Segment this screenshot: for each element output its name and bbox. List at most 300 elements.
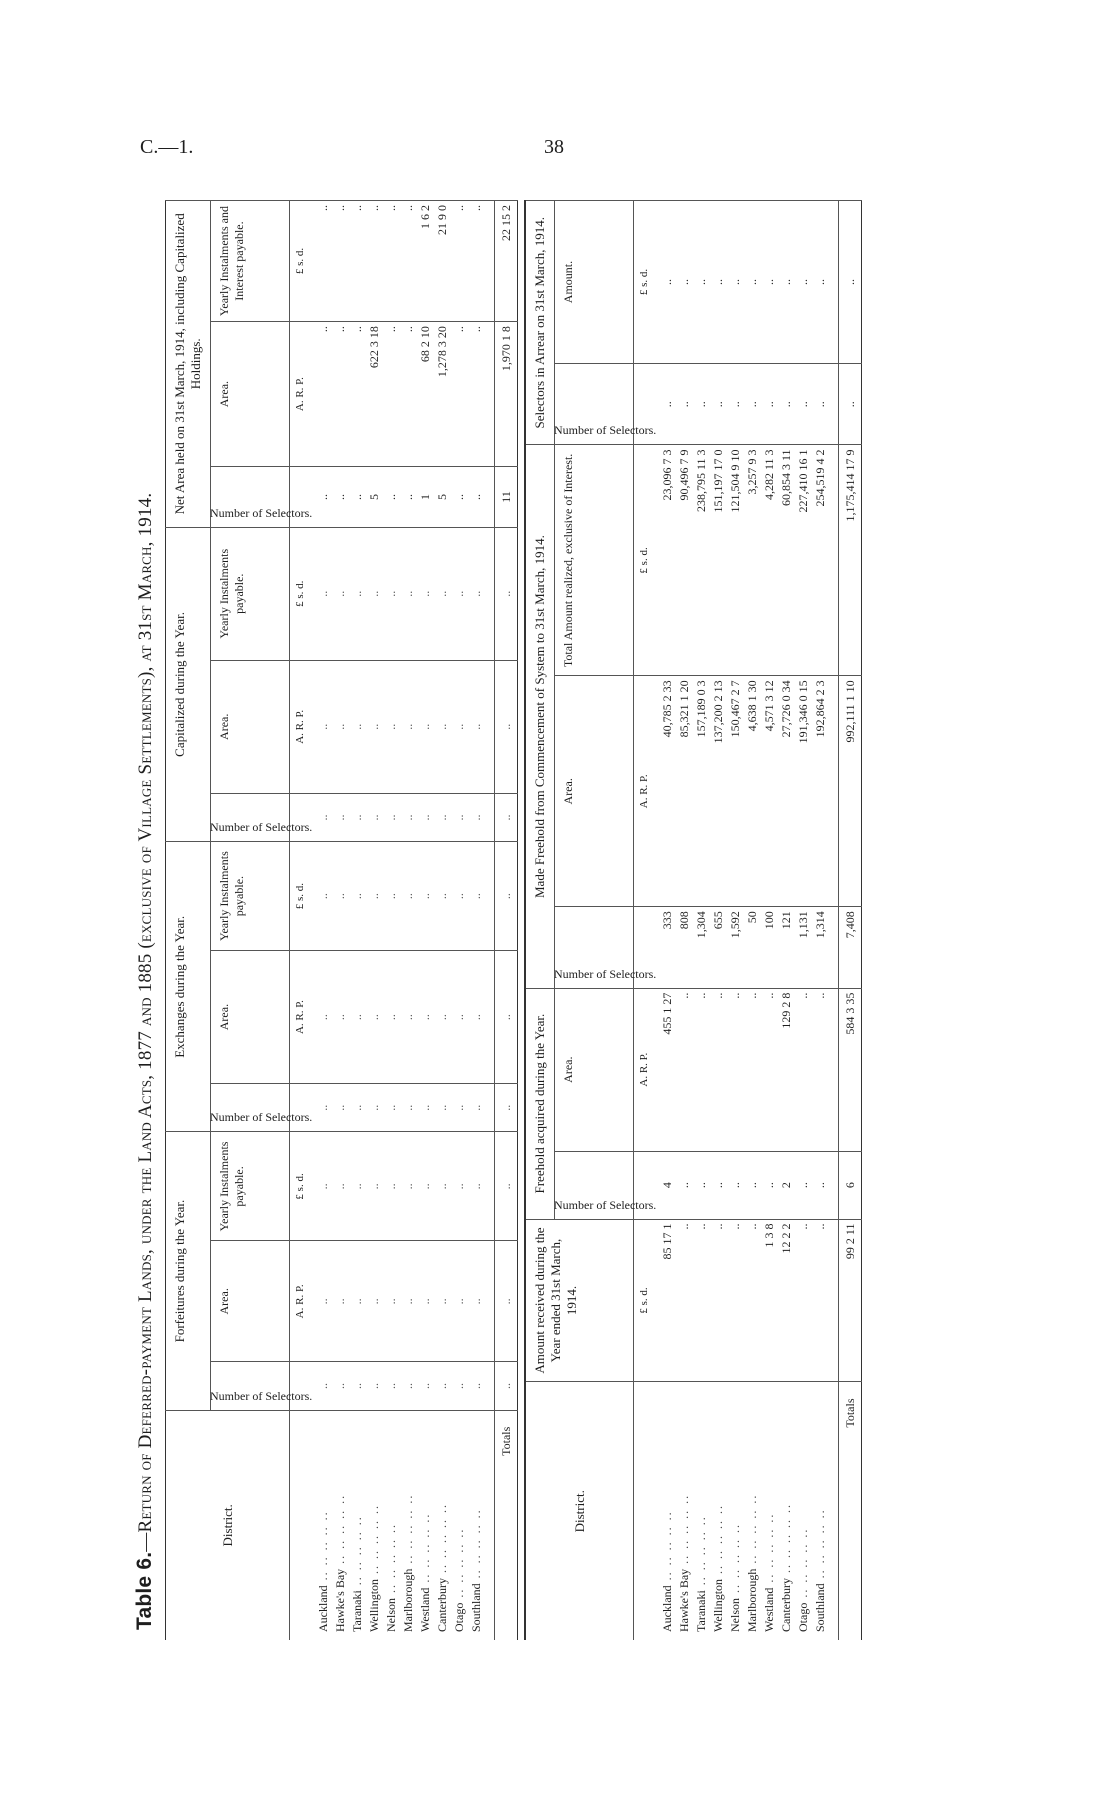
empty-cell: .. [308,842,333,951]
ar-amount-cell: .. [652,201,677,364]
table-row [728,201,745,1641]
empty-cell: .. [495,1362,518,1410]
empty-cell: .. [308,1084,333,1132]
empty-cell: .. [435,793,452,841]
empty-cell: .. [350,1132,367,1241]
page-ref: C.—1. [140,136,194,158]
empty-cell: .. [495,951,518,1084]
fy-selectors-cell: .. [728,1151,745,1219]
mf-total-cell: 238,795 11 3 [694,445,711,676]
district-header: District. [166,1410,290,1640]
totals-label: Totals [839,1382,862,1640]
cap-instalments-header: Yearly Instalments payable. [211,527,290,660]
fy-selectors-cell: .. [745,1151,762,1219]
net-instalments-cell: .. [469,201,495,322]
district-name: Nelson [384,1598,398,1632]
exch-area-header: Area. [211,951,290,1084]
ar-selectors-cell: .. [728,364,745,445]
net-area-cell: .. [384,322,401,467]
empty-cell: .. [350,527,367,660]
district-cell: Wellington .. .. .. .. .. [711,1382,728,1640]
empty-cell: .. [401,1132,418,1241]
empty-cell: .. [418,1362,435,1410]
empty-cell: .. [495,1241,518,1362]
mf-total-header: Total Amount realized, exclusive of Interest. [555,445,634,676]
mf-area-cell: 4,638 1 30 [745,676,762,907]
empty-cell: .. [401,1362,418,1410]
net-area-cell: .. [469,322,495,467]
table-row [652,201,677,1641]
ar-amount-cell: .. [745,201,762,364]
ar-selectors-cell: .. [762,364,779,445]
district-cell: Marlborough .. .. .. .. .. [401,1410,418,1640]
empty-cell: .. [333,1084,350,1132]
empty-cell: .. [469,1084,495,1132]
empty-cell: .. [452,1084,469,1132]
district-name: Wellington [711,1578,725,1632]
mf-selectors-header: Number of Selectors. [555,907,634,988]
fy-selectors-cell: .. [677,1151,694,1219]
empty-cell: .. [367,1132,384,1241]
district-name: Otago [452,1602,466,1632]
ar-selectors-cell: .. [694,364,711,445]
mf-area-cell: 4,571 3 12 [762,676,779,907]
district-name: Otago [796,1602,810,1632]
empty-cell: .. [469,1132,495,1241]
mf-area-cell: 150,467 2 7 [728,676,745,907]
total-mf-selectors-cell: 7,408 [839,907,862,988]
district-cell: Westland .. .. .. .. .. [762,1382,779,1640]
forf-selectors-header: Number of Selectors. [211,1362,290,1410]
empty-cell: .. [418,660,435,793]
district-cell: Hawke's Bay .. .. .. .. .. [677,1382,694,1640]
fy-selectors-cell: .. [711,1151,728,1219]
empty-cell: .. [435,1132,452,1241]
total-net-selectors: 11 [495,467,518,527]
empty-cell: .. [367,527,384,660]
net-area-cell: .. [333,322,350,467]
units-row: A. R. P. £ s. d. A. R. P. £ s. d. A. R. P. £ s. d. A. R. P. £ s. d. [290,201,309,1641]
group-forfeitures: Forfeitures during the Year. [166,1132,211,1410]
empty-cell: .. [469,951,495,1084]
total-net-instalments: 22 15 2 [495,201,518,322]
fy-area-header: Area. [555,988,634,1151]
fy-area-cell: .. [813,988,839,1151]
empty-cell: .. [435,1362,452,1410]
mf-area-cell: 191,346 0 15 [796,676,813,907]
fy-area-cell: .. [728,988,745,1151]
empty-cell: .. [333,660,350,793]
empty-cell: .. [384,1132,401,1241]
net-selectors-cell: .. [401,467,418,527]
amount-received-cell: .. [813,1219,839,1382]
district-cell: Westland .. .. .. .. .. [418,1410,435,1640]
forf-area-header: Area. [211,1241,290,1362]
empty-cell: .. [435,1241,452,1362]
empty-cell: .. [384,793,401,841]
exch-instalments-header: Yearly Instalments payable. [211,842,290,951]
ar-amount-cell: .. [779,201,796,364]
mf-total-cell: 121,504 9 10 [728,445,745,676]
ar-selectors-cell: .. [779,364,796,445]
empty-cell: .. [435,951,452,1084]
table-row [384,201,401,1641]
empty-cell: .. [333,951,350,1084]
table-row [813,201,839,1641]
ar-selectors-cell: .. [711,364,728,445]
district-cell: Taranaki .. .. .. .. .. [350,1410,367,1640]
empty-cell: .. [308,1362,333,1410]
empty-cell: .. [350,1362,367,1410]
district-cell: Southland .. .. .. .. .. [813,1382,839,1640]
empty-cell: .. [367,1362,384,1410]
district-cell: Southland .. .. .. .. .. [469,1410,495,1640]
fy-area-cell: .. [677,988,694,1151]
ar-amount-cell: .. [677,201,694,364]
net-selectors-header: Number of Selectors. [211,467,290,527]
empty-cell: .. [418,793,435,841]
fy-area-cell: .. [796,988,813,1151]
empty-cell: .. [401,1241,418,1362]
fy-area-cell: .. [694,988,711,1151]
empty-cell: .. [401,793,418,841]
mf-selectors-cell: 121 [779,907,796,988]
fy-area-cell: .. [745,988,762,1151]
district-header-2: District. [525,1382,634,1640]
empty-cell: .. [418,1132,435,1241]
empty-cell: .. [435,527,452,660]
mf-selectors-cell: 333 [652,907,677,988]
group-made-freehold: Made Freehold from Commencement of System to 31st March, 1914. [525,445,555,988]
empty-cell: .. [469,660,495,793]
ar-amount-cell: .. [694,201,711,364]
table-row [762,201,779,1641]
net-selectors-cell: 5 [435,467,452,527]
totals-row [495,201,518,1641]
empty-cell: .. [495,842,518,951]
total-mf-total-cell: 1,175,414 17 9 [839,445,862,676]
district-name: Taranaki [694,1590,708,1632]
empty-cell: .. [452,951,469,1084]
ar-amount-cell: .. [711,201,728,364]
empty-cell: .. [350,793,367,841]
net-area-cell: .. [308,322,333,467]
amount-received-cell: .. [745,1219,762,1382]
mf-total-cell: 60,854 3 11 [779,445,796,676]
net-area-header: Area. [211,322,290,467]
group-capitalized: Capitalized during the Year. [166,527,211,842]
net-area-cell: 68 2 10 [418,322,435,467]
empty-cell: .. [308,660,333,793]
empty-cell: .. [333,842,350,951]
ar-amount-cell: .. [762,201,779,364]
forf-instalments-header: Yearly Instalments payable. [211,1132,290,1241]
empty-cell: .. [418,842,435,951]
mf-selectors-cell: 1,592 [728,907,745,988]
net-area-cell: .. [401,322,418,467]
net-instalments-cell: .. [384,201,401,322]
amount-received-cell: .. [711,1219,728,1382]
mf-total-cell: 3,257 9 3 [745,445,762,676]
table-row [308,201,333,1641]
units-row-2: £ s. d. A. R. P. A. R. P. £ s. d. £ s. d. [634,201,653,1641]
table-row [350,201,367,1641]
mf-area-cell: 40,785 2 33 [652,676,677,907]
empty-cell: .. [384,842,401,951]
mf-total-cell: 254,519 4 2 [813,445,839,676]
district-name: Marlborough [401,1568,415,1632]
net-instalments-cell: .. [401,201,418,322]
empty-cell: .. [308,1241,333,1362]
empty-cell: .. [384,1362,401,1410]
empty-cell: .. [367,842,384,951]
amount-received-cell: .. [728,1219,745,1382]
empty-cell: .. [452,793,469,841]
mf-selectors-cell: 1,131 [796,907,813,988]
district-cell: Nelson .. .. .. .. .. [728,1382,745,1640]
empty-cell: .. [418,951,435,1084]
ar-selectors-cell: .. [813,364,839,445]
empty-cell: .. [435,842,452,951]
cap-selectors-header: Number of Selectors. [211,793,290,841]
empty-cell: .. [333,1132,350,1241]
district-name: Canterbury [435,1578,449,1632]
total-amount-received-cell: 99 2 11 [839,1219,862,1382]
district-name: Auckland [316,1585,330,1632]
mf-selectors-cell: 808 [677,907,694,988]
district-cell: Nelson .. .. .. .. .. [384,1410,401,1640]
empty-cell: .. [384,1084,401,1132]
empty-cell: .. [418,1084,435,1132]
table-row [677,201,694,1641]
group-freehold-year: Freehold acquired during the Year. [525,988,555,1219]
group-exchanges: Exchanges during the Year. [166,842,211,1132]
ar-selectors-cell: .. [796,364,813,445]
amount-received-cell: .. [796,1219,813,1382]
net-instalments-cell: .. [367,201,384,322]
mf-area-cell: 85,321 1 20 [677,676,694,907]
net-selectors-cell: .. [308,467,333,527]
empty-cell: .. [435,1084,452,1132]
fy-area-cell: .. [762,988,779,1151]
mf-selectors-cell: 1,314 [813,907,839,988]
mf-selectors-cell: 50 [745,907,762,988]
empty-cell: .. [452,1362,469,1410]
net-instalments-header: Yearly Instalments and Interest payable. [211,201,290,322]
empty-cell: .. [418,527,435,660]
net-area-cell: .. [350,322,367,467]
district-cell: Canterbury .. .. .. .. .. [779,1382,796,1640]
mf-area-cell: 157,189 0 3 [694,676,711,907]
district-cell: Marlborough .. .. .. .. .. [745,1382,762,1640]
empty-cell: .. [418,1241,435,1362]
district-name: Hawke's Bay [677,1568,691,1632]
net-selectors-cell: .. [350,467,367,527]
table-row [796,201,813,1641]
empty-cell: .. [384,527,401,660]
table-row [401,201,418,1641]
ar-amount-cell: .. [728,201,745,364]
empty-cell: .. [401,842,418,951]
fy-selectors-cell: 4 [652,1151,677,1219]
mf-selectors-cell: 100 [762,907,779,988]
empty-cell: .. [333,793,350,841]
district-cell: Canterbury .. .. .. .. .. [435,1410,452,1640]
district-cell: Taranaki .. .. .. .. .. [694,1382,711,1640]
empty-cell: .. [495,660,518,793]
table-row [418,201,435,1641]
ar-selectors-cell: .. [652,364,677,445]
empty-cell: .. [452,660,469,793]
empty-cell: .. [452,527,469,660]
table-row [435,201,452,1641]
net-instalments-cell: .. [308,201,333,322]
empty-cell: .. [350,660,367,793]
empty-cell: .. [350,951,367,1084]
empty-cell: .. [452,1241,469,1362]
empty-cell: .. [469,842,495,951]
amount-received-cell: 85 17 1 [652,1219,677,1382]
net-instalments-cell: 21 9 0 [435,201,452,322]
empty-cell: .. [367,793,384,841]
district-cell: Auckland .. .. .. .. .. [308,1410,333,1640]
empty-cell: .. [384,951,401,1084]
net-instalments-cell: .. [333,201,350,322]
district-name: Wellington [367,1578,381,1632]
empty-cell: .. [469,1241,495,1362]
empty-cell: .. [469,527,495,660]
table-row [745,201,762,1641]
empty-cell: .. [452,842,469,951]
empty-cell: .. [367,660,384,793]
table-title [125,200,165,1640]
empty-cell: .. [401,1084,418,1132]
exch-selectors-header: Number of Selectors. [211,1084,290,1132]
fy-selectors-cell: .. [813,1151,839,1219]
empty-cell: .. [333,1241,350,1362]
amount-received-cell: .. [677,1219,694,1382]
amount-received-cell: 12 2 2 [779,1219,796,1382]
net-area-cell: 1,278 3 20 [435,322,452,467]
table-row [711,201,728,1641]
empty-cell: .. [452,1132,469,1241]
empty-cell: .. [495,793,518,841]
empty-cell: .. [333,1362,350,1410]
empty-cell: .. [495,1132,518,1241]
empty-cell: .. [435,660,452,793]
table-row [779,201,796,1641]
empty-cell: .. [350,1084,367,1132]
ar-amount-header: Amount. [555,201,634,364]
mf-area-cell: 137,200 2 13 [711,676,728,907]
net-selectors-cell: 5 [367,467,384,527]
table-row [333,201,350,1641]
net-instalments-cell: .. [452,201,469,322]
mf-total-cell: 151,197 17 0 [711,445,728,676]
net-area-cell: .. [452,322,469,467]
mf-total-cell: 23,096 7 3 [652,445,677,676]
empty-cell: .. [308,793,333,841]
empty-cell: .. [333,527,350,660]
empty-cell: .. [308,527,333,660]
district-name: Marlborough [745,1568,759,1632]
total-fy-area-cell: 584 3 35 [839,988,862,1151]
mf-selectors-cell: 655 [711,907,728,988]
empty-cell: .. [367,1084,384,1132]
net-selectors-cell: .. [333,467,350,527]
table-row [469,201,495,1641]
district-name: Canterbury [779,1578,793,1632]
amount-received-cell: .. [694,1219,711,1382]
empty-cell: .. [401,527,418,660]
mf-total-cell: 227,410 16 1 [796,445,813,676]
empty-cell: .. [469,1362,495,1410]
net-selectors-cell: .. [384,467,401,527]
district-name: Nelson [728,1598,742,1632]
fy-area-cell: .. [711,988,728,1151]
mf-total-cell: 4,282 11 3 [762,445,779,676]
amount-received-header: Amount received during the Year ended 31st March, 1914. [525,1219,634,1382]
net-selectors-cell: .. [469,467,495,527]
empty-cell: .. [367,951,384,1084]
table-title-text: —Return of Deferred-payment Lands, under the Land Acts, 1877 and 1885 (exclusive of Village Settlements), at 31st March, 1914. [135,492,156,1552]
table-row [694,201,711,1641]
table-row [452,201,469,1641]
total-ar-selectors-cell: .. [839,364,862,445]
empty-cell: .. [384,660,401,793]
mf-area-cell: 192,864 2 3 [813,676,839,907]
mf-area-header: Area. [555,676,634,907]
fy-selectors-cell: .. [762,1151,779,1219]
ar-selectors-header: Number of Selectors. [555,364,634,445]
fy-area-cell: 455 1 27 [652,988,677,1151]
net-area-cell: 622 3 18 [367,322,384,467]
district-name: Hawke's Bay [333,1568,347,1632]
district-name: Auckland [660,1585,674,1632]
table-row [367,201,384,1641]
cap-area-header: Area. [211,660,290,793]
empty-cell: .. [308,951,333,1084]
ar-selectors-cell: .. [677,364,694,445]
mf-area-cell: 27,726 0 34 [779,676,796,907]
empty-cell: .. [308,1132,333,1241]
district-cell: Hawke's Bay .. .. .. .. .. [333,1410,350,1640]
fy-selectors-header: Number of Selectors. [555,1151,634,1219]
district-name: Southland [813,1583,827,1632]
page-number: 38 [544,136,564,158]
ar-selectors-cell: .. [745,364,762,445]
empty-cell: .. [401,660,418,793]
fy-selectors-cell: .. [796,1151,813,1219]
net-instalments-cell: 1 6 2 [418,201,435,322]
total-mf-area-cell: 992,111 1 10 [839,676,862,907]
group-net-area: Net Area held on 31st March, 1914, including Capitalized Holdings. [166,201,211,528]
fy-selectors-cell: .. [694,1151,711,1219]
empty-cell: .. [350,1241,367,1362]
group-arrear: Selectors in Arrear on 31st March, 1914. [525,201,555,445]
empty-cell: .. [350,842,367,951]
district-cell: Otago .. .. .. .. .. [452,1410,469,1640]
total-ar-amount-cell: .. [839,201,862,364]
empty-cell: .. [495,1084,518,1132]
totals-label: Totals [495,1410,518,1640]
net-selectors-cell: 1 [418,467,435,527]
amount-received-cell: 1 3 8 [762,1219,779,1382]
district-cell: Otago .. .. .. .. .. [796,1382,813,1640]
district-name: Westland [418,1587,432,1632]
empty-cell: .. [367,1241,384,1362]
table-title-label: Table 6. [133,1551,156,1630]
